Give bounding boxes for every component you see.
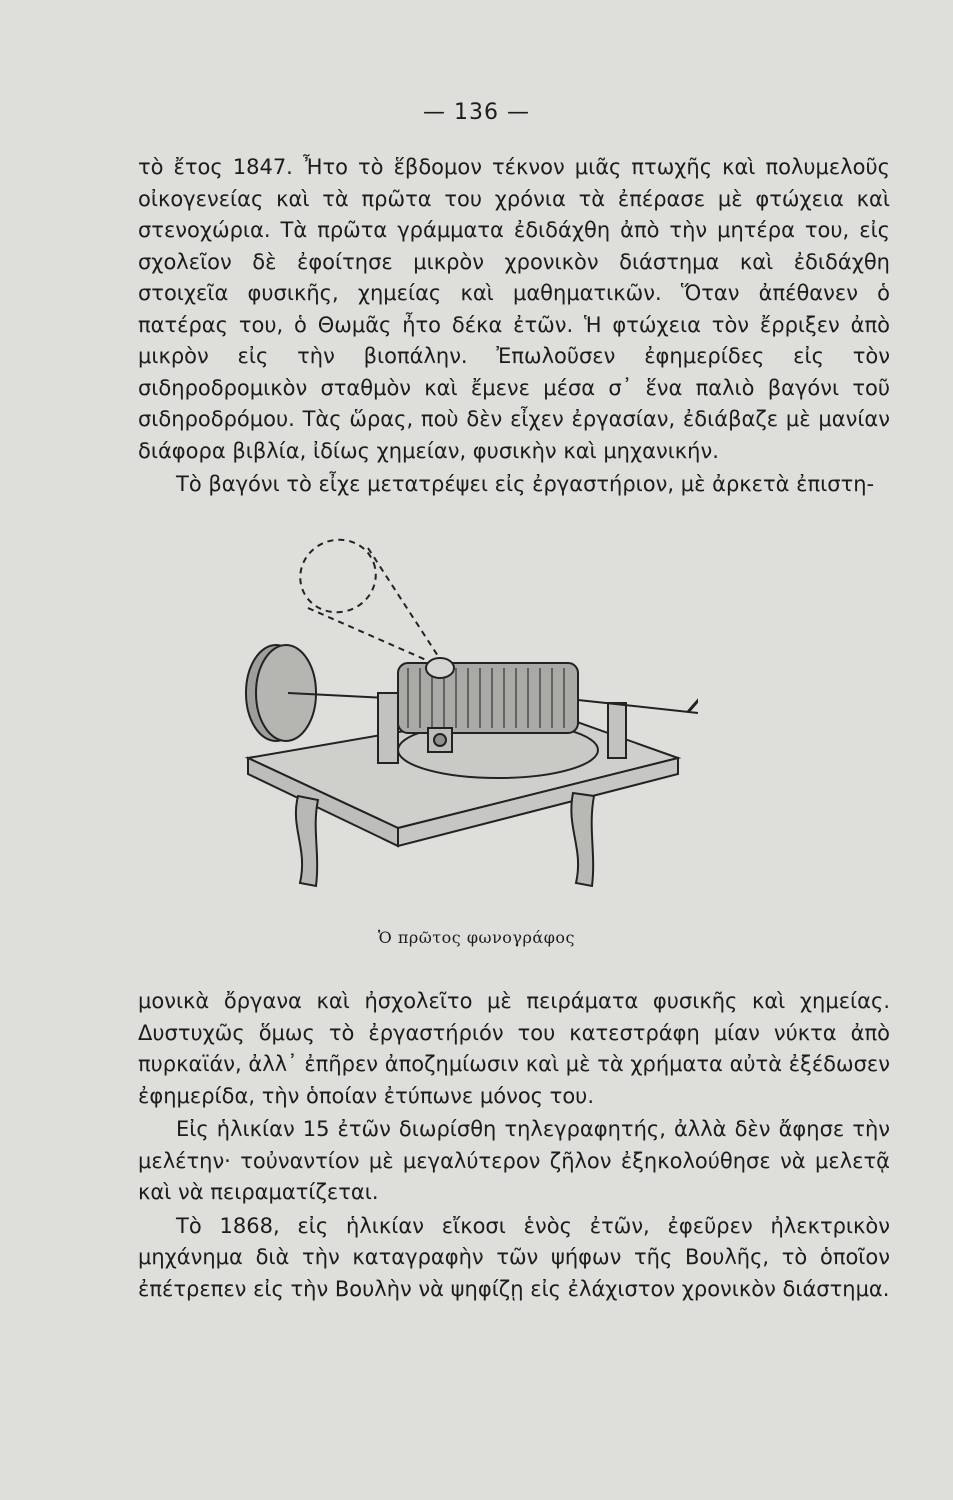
top-text-block: [138, 152, 890, 501]
paragraph: Τὸ 1868, εἰς ἡλικίαν εἴκοσι ἑνὸς ἐτῶν, ἐφεῦρεν ἠλεκτρικὸν μηχάνημα διὰ τὴν καταγραφὴν τῶν ψήφων τῆς Βουλῆς, τὸ ὁποῖον ἐπέτρεπεν εἰς τὴν Βουλὴν νὰ ψηφίζῃ εἰς ἐλάχιστον χρονικὸν διάστημα.: [138, 1213, 890, 1301]
bottom-text-block: [138, 986, 890, 1305]
paragraph: μονικὰ ὄργανα καὶ ἠσχολεῖτο μὲ πειράματα φυσικῆς καὶ χημείας. Δυστυχῶς ὅμως τὸ ἐργαστήριόν του κατεστράφη μίαν νύκτα ἀπὸ πυρκαϊάν, ἀλλ᾽ ἐπῆρεν ἀποζημίωσιν καὶ μὲ τὰ χρήματα αὐτὰ ἐξέδωσεν ἐφημερίδα, τὴν ὁποίαν ἐτύπωνε μόνος του.: [138, 989, 890, 1108]
paragraph: Εἰς ἡλικίαν 15 ἐτῶν διωρίσθη τηλεγραφητής, ἀλλὰ δὲν ἄφησε τὴν μελέτην· τοὐναντίον μὲ μεγαλύτερον ζῆλον ἐξηκολούθησε νὰ μελετᾷ καὶ νὰ πειραματίζεται.: [138, 1117, 890, 1204]
phonograph-illustration: [228, 528, 698, 918]
page-number: — 136 —: [423, 100, 530, 125]
paragraph: τὸ ἔτος 1847. Ἦτο τὸ ἕβδομον τέκνον μιᾶς πτωχῆς καὶ πολυμελοῦς οἰκογενείας καὶ τὰ πρῶτα του χρόνια τὰ ἐπέρασε μὲ φτώχεια καὶ στενοχώρια. Τὰ πρῶτα γράμματα ἐδιδάχθη ἀπὸ τὴν μητέρα του, εἰς σχολεῖον δὲ ἐφοίτησε μικρὸν χρονικὸν διάστημα καὶ ἐδιδάχθη στοιχεῖα φυσικῆς, χημείας καὶ μαθηματικῶν. Ὅταν ἀπέθανεν ὁ πατέρας του, ὁ Θωμᾶς ἦτο δέκα ἐτῶν. Ἡ φτώχεια τὸν ἔρριξεν ἀπὸ μικρὸν εἰς τὴν βιοπάλην. Ἐπωλοῦσεν ἐφημερίδες εἰς τὸν σιδηροδρομικὸν σταθμὸν καὶ ἔμενε μέσα σ᾽ ἕνα παλιὸ βαγόνι τοῦ σιδηροδρόμου. Τὰς ὥρας, ποὺ δὲν εἶχεν ἐργασίαν, ἐδιάβαζε μὲ μανίαν διάφορα βιβλία, ἰδίως χημείαν, φυσικὴν καὶ μηχανικήν.: [138, 155, 890, 463]
paragraph: Τὸ βαγόνι τὸ εἶχε μετατρέψει εἰς ἐργαστήριον, μὲ ἀρκετὰ ἐπιστη-: [176, 472, 875, 496]
phonograph-icon: [228, 528, 698, 918]
figure-caption: Ὁ πρῶτος φωνογράφος: [377, 928, 575, 947]
